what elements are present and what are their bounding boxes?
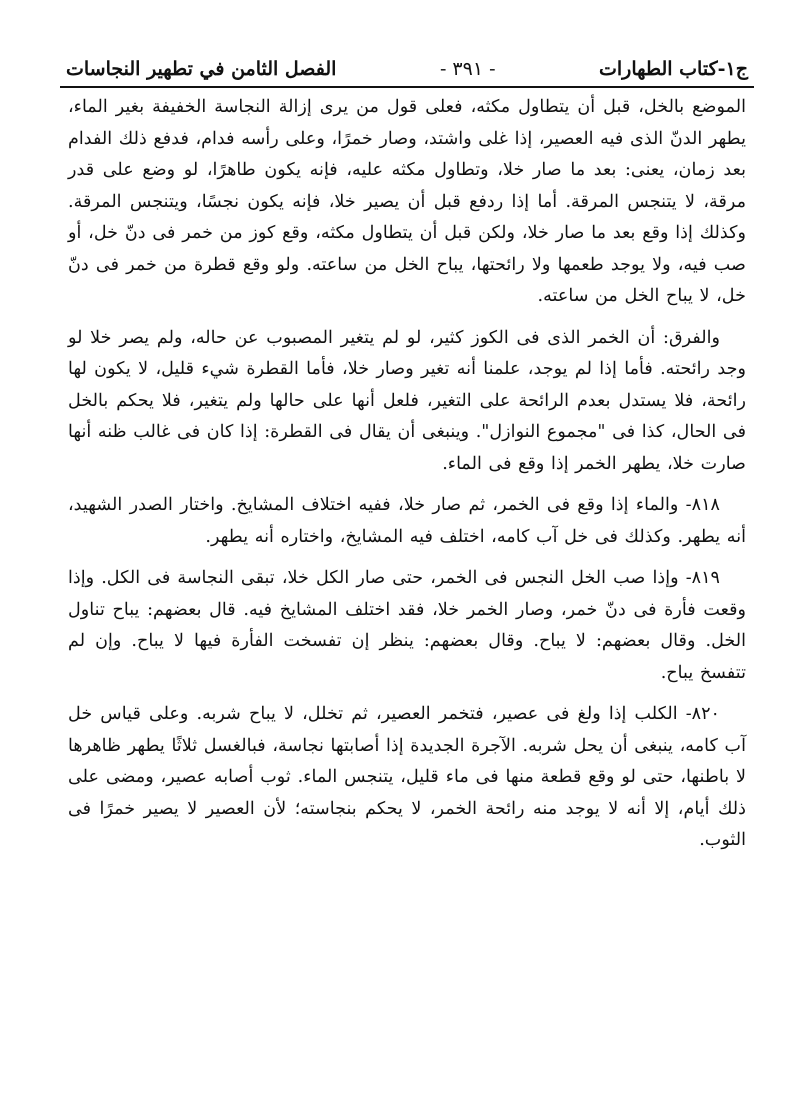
paragraph-1: الموضع بالخل، قبل أن يتطاول مكثه، فعلى قول من يرى إزالة النجاسة الخفيفة بغير الماء، يطهر الدنّ الذى فيه العصير، إذا غلى واشتد، وصار خمرًا، وعلى رأسه فدام، فدفع ذلك الفدام بعد زمان، يعنى: بعد ما صار خلا، وتطاول مكثه عليه، فإنه يكون طاهرًا، لو وضع على قدر مرقة، لا يتنجس المرقة. أما إذا ردفع قبل أن يصير خلا، فإنه يكون نجسًا، ويتنجس المرقة. وكذلك إذا وقع بعد ما صار خلا، ولكن قبل أن يتطاول مكثه، وقع كوز من خمر فى دنّ خل، أو صب فيه، ولا يوجد طعمها ولا رائحتها، يباح الخل من ساعته. ولو وقع قطرة من خمر فى دنّ خل، لا يباح الخل من ساعته. (68, 97, 746, 306)
paragraph-819: ٨١٩- وإذا صب الخل النجس فى الخمر، حتى صار الكل خلا، تبقى النجاسة فى الكل. وإذا وقعت فأرة فى دنّ خمر، وصار الخمر خلا، فقد اختلف المشايخ فيه. قال بعضهم: يباح تناول الخل. وقال بعضهم: لا يباح. وقال بعضهم: ينظر إن تفسخت الفأرة فيها لا يباح. وإن لم تتفسخ يباح. (68, 568, 746, 683)
paragraph-818: ٨١٨- والماء إذا وقع فى الخمر، ثم صار خلا، ففيه اختلاف المشايخ. واختار الصدر الشهيد، أنه يطهر. وكذلك فى خل آب كامه، اختلف فيه المشايخ، واختاره أنه يطهر. (68, 495, 746, 547)
header-volume-book: ج١-كتاب الطهارات (599, 58, 748, 80)
book-page (60, 56, 754, 857)
paragraph-820: ٨٢٠- الكلب إذا ولغ فى عصير، فتخمر العصير، ثم تخلل، لا يباح شربه. وعلى قياس خل آب كامه، ينبغى أن يحل شربه. الآجرة الجديدة إذا أصابتها نجاسة، فبالغسل ثلاثًا يطهر ظاهرها لا باطنها، حتى لو وقع قطعة منها فى ماء قليل، يتنجس الماء. ثوب أصابه عصير، ومضى على ذلك أيام، إلا أنه لا يوجد منه رائحة الخمر، لا يحكم بنجاسته؛ لأن العصير لا يصير خمرًا فى الثوب. (68, 704, 746, 850)
header-chapter: الفصل الثامن في تطهير النجاسات (66, 58, 337, 80)
running-head (60, 56, 754, 84)
paragraph-2: والفرق: أن الخمر الذى فى الكوز كثير، لو لم يتغير المصبوب عن حاله، ولم يصر خلا لو وجد رائحته. فأما إذا لم يوجد، علمنا أنه تغير وصار خلا، فأما القطرة شيء قليل، لا يكون لها رائحة، فلا يستدل بعدم الرائحة على التغير، فلعل أنها على حالها ولم يتغير، فلا يحكم بالخل فى الحال، كذا فى "مجموع النوازل". وينبغى أن يقال فى القطرة: إذا كان فى غالب ظنه أنها صارت خلا، يطهر الخمر إذا وقع فى الماء. (68, 327, 746, 474)
header-rule (60, 86, 754, 88)
header-page-number: - ٣٩١ - (439, 58, 496, 80)
